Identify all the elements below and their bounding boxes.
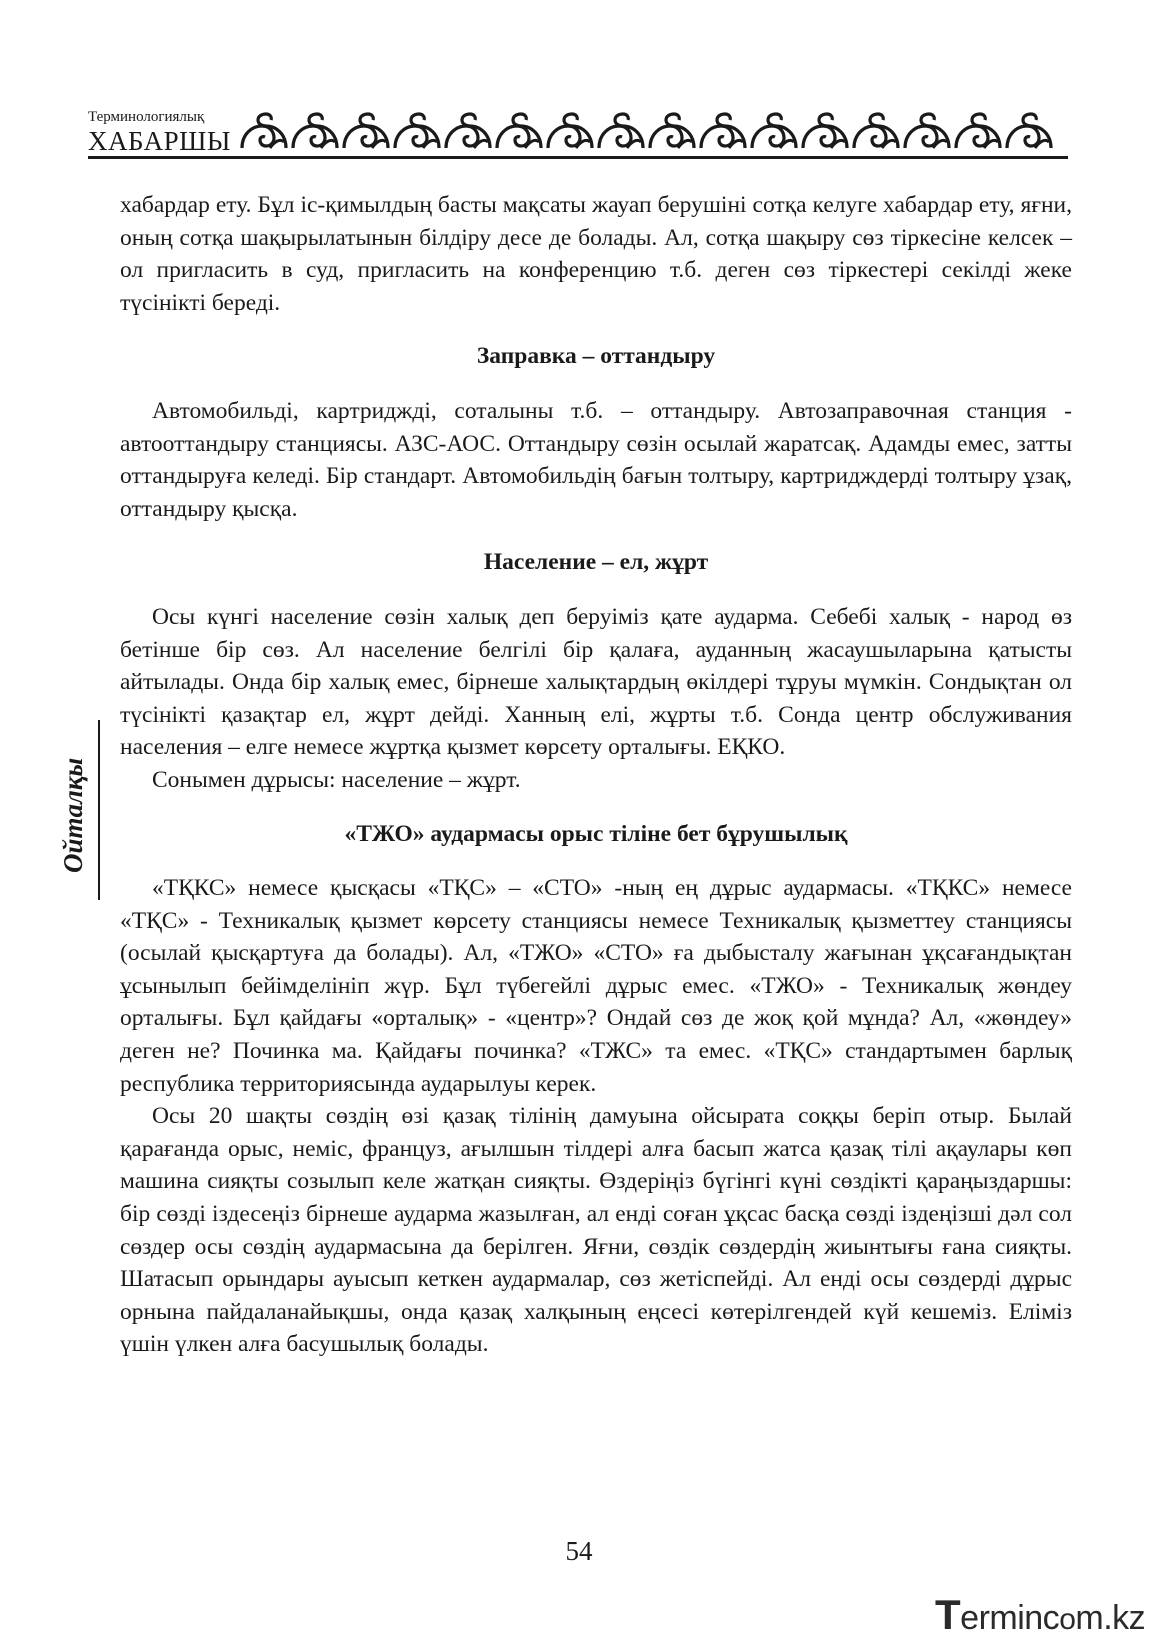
paragraph: Сонымен дұрысы: население – жұрт. [152,766,521,793]
watermark-letter: T [935,1591,961,1638]
journal-title-small: Терминологиялық [88,109,205,125]
page-number: 54 [565,1536,593,1566]
journal-title-big: ХАБАРШЫ [88,126,231,156]
watermark-text-end: m.kz [1075,1599,1146,1637]
paragraph: хабардар ету. Бұл іс-қимылдың басты мақсаты жауап берушіні сотқа келуге хабардар ету, яғни, оның сотқа шақырылатынын білдіру десе де болады. Ал, сотқа шақыру сөз тіркесіне келсек – ол пригласить в суд, пригласить на конференцию т.б. деген сөз тіркестері секілді жеке түсінікті береді. [120,192,1072,316]
section-side-label: Ойталқы [58,757,88,873]
ornament-border [240,112,1062,156]
paragraph: Автомобильді, картриджді, соталыны т.б. – оттандыру. Автозаправочная станция - автооттандыру станциясы. АЗС-АОС. Оттандыру сөзін осылай жаратсақ. Адамды емес, затты оттандыруға келеді. Бір стандарт. Автомобильдің бағын толтыру, картридждерді толтыру ұзақ, оттандыру қысқа. [120,397,1072,522]
paragraph: Осы 20 шақты сөздің өзі қазақ тілінің дамуына ойсырата соққы беріп отыр. Былай қарағанда орыс, неміс, француз, ағылшын тілдері алға басып жатса қазақ тілі ақаулары көп машина сияқты созылып келе жатқан сияқты. Өздеріңіз бүгінгі күні сөздікті қараңыздаршы: бір сөзді іздесеңіз бірнеше аударма жазылған, ал енді соған ұқсас басқа сөзді іздеңізші дәл сол сөздер осы сөздің аудармасына да берілген. Яғни, сөздік сөздердің жиынтығы ғана сияқты. Шатасып орындары ауысып кеткен аудармалар, сөз жетіспейді. Ал енді осы сөздерді дұрыс орнына пайдаланайықшы, онда қазақ халқының еңсесі көтерілгендей күй кешеміз. Еліміз үшін үлкен алға басушылық болады. [120,1103,1072,1358]
watermark-text: erminc [960,1599,1060,1637]
watermark-o: o [1059,1603,1076,1636]
section-heading: «ТЖО» аудармасы орыс тіліне бет бұрушылық [344,820,848,847]
paragraph: «ТҚКС» немесе қысқасы «ТҚС» – «СТО» -ның ең дұрыс аудармасы. «ТҚКС» немесе «ТҚС» - Техникалық қызмет көрсету станциясы немесе Техникалық қызметтеу станциясы (осылай қысқартуға да болады). Ал, «ТЖО» «СТО» ға дыбысталу жағынан ұқсағандықтан ұсынылып бейімделініп жүр. Бұл түбегейлі дұрыс емес. «ТЖО» - Техникалық жөндеу орталығы. Бұл қайдағы «орталық» - «центр»? Ондай сөз де жоқ қой мұнда? Ал, «жөндеу» деген не? Починка ма. Қайдағы починка? «ТЖС» та емес. «ТҚС» стандартымен барлық республика территориясында аударылуы керек. [120,875,1072,1097]
section-heading: Заправка – оттандыру [476,343,716,370]
page-header [88,108,1068,160]
header-divider [88,156,1068,159]
article-body [120,189,1072,1361]
side-divider [98,720,100,900]
paragraph: Осы күнгі население сөзін халық деп беруіміз қате аударма. Себебі халық - народ өз бетінше бір сөз. Ал население белгілі бір қалаға, ауданның жасаушыларына қатысты айтылады. Онда бір халық емес, бірнеше халықтардың өкілдері тұруы мүмкін. Сондықтан ол түсінікті қазақтар ел, жұрт дейді. Ханның елі, жұрты т.б. Сонда центр обслуживания населения – елге немесе жұртқа қызмет көрсету орталығы. ЕҚКО. [120,603,1072,761]
site-watermark [935,1591,1145,1639]
section-heading: Население – ел, жұрт [483,549,709,576]
